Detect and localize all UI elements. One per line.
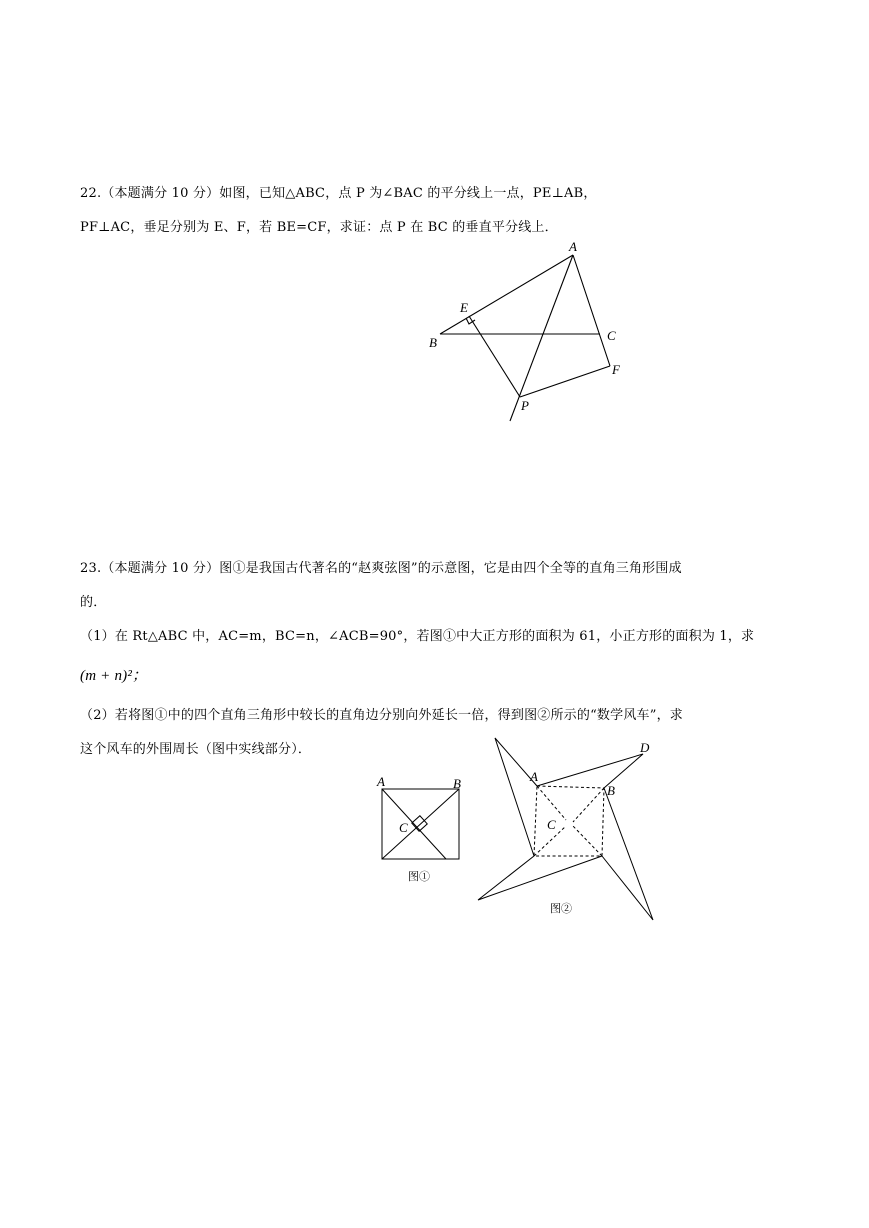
fig1-label-a: A <box>377 774 385 789</box>
q23-part1-expression: (m + n)²； <box>80 668 148 684</box>
fig2-label-c: C <box>547 817 556 832</box>
blade-right <box>602 788 653 920</box>
segment-pe <box>469 316 520 397</box>
zhao-shuang-figure <box>372 772 468 892</box>
fig1-caption: 图① <box>408 870 430 883</box>
q23-part2-line2: 这个风车的外围周长（图中实线部分）． <box>80 742 312 757</box>
q22-line1: 22.（本题满分 10 分）如图，已知△ABC，点 P 为∠BAC 的平分线上一点，PE⊥AB， <box>80 186 597 201</box>
math-windmill-figure <box>470 732 665 924</box>
q23-part1: （1）在 Rt△ABC 中，AC=m，BC=n，∠ACB=90°，若图①中大正方形的面积为 61，小正方形的面积为 1，求 <box>80 629 755 644</box>
fig2-label-a: A <box>530 769 538 784</box>
fig2-caption: 图② <box>550 902 572 915</box>
segment-ab <box>440 255 573 334</box>
q22-triangle-figure <box>420 236 630 426</box>
label-c: C <box>607 328 616 343</box>
q23-part2-line1: （2）若将图①中的四个直角三角形中较长的直角边分别向外延长一倍，得到图②所示的“数学风车”，求 <box>80 708 683 723</box>
blade-bottom <box>478 856 602 900</box>
label-f: F <box>612 362 620 377</box>
q22-line2: PF⊥AC，垂足分别为 E、F，若 BE=CF，求证：点 P 在 BC 的垂直平分线上． <box>80 220 558 235</box>
label-e: E <box>460 300 468 315</box>
fig2-label-b: B <box>607 783 615 798</box>
diagonal-a <box>382 789 446 859</box>
label-p: P <box>521 398 529 413</box>
diagonal-b <box>382 789 459 859</box>
fig1-label-c: C <box>399 820 408 835</box>
q23-line1: 23.（本题满分 10 分）图①是我国古代著名的“赵爽弦图”的示意图，它是由四个全等的直角三角形围成 <box>80 561 682 576</box>
fig1-label-b: B <box>453 776 461 791</box>
inner-dashed-square <box>534 786 604 856</box>
label-a: A <box>569 239 577 254</box>
label-b: B <box>429 335 437 350</box>
blade-top <box>537 754 643 788</box>
blade-left <box>495 738 537 856</box>
fig2-label-d: D <box>640 740 650 755</box>
segment-ac <box>573 255 610 366</box>
segment-pf <box>520 366 610 397</box>
q23-line2: 的． <box>80 595 107 610</box>
